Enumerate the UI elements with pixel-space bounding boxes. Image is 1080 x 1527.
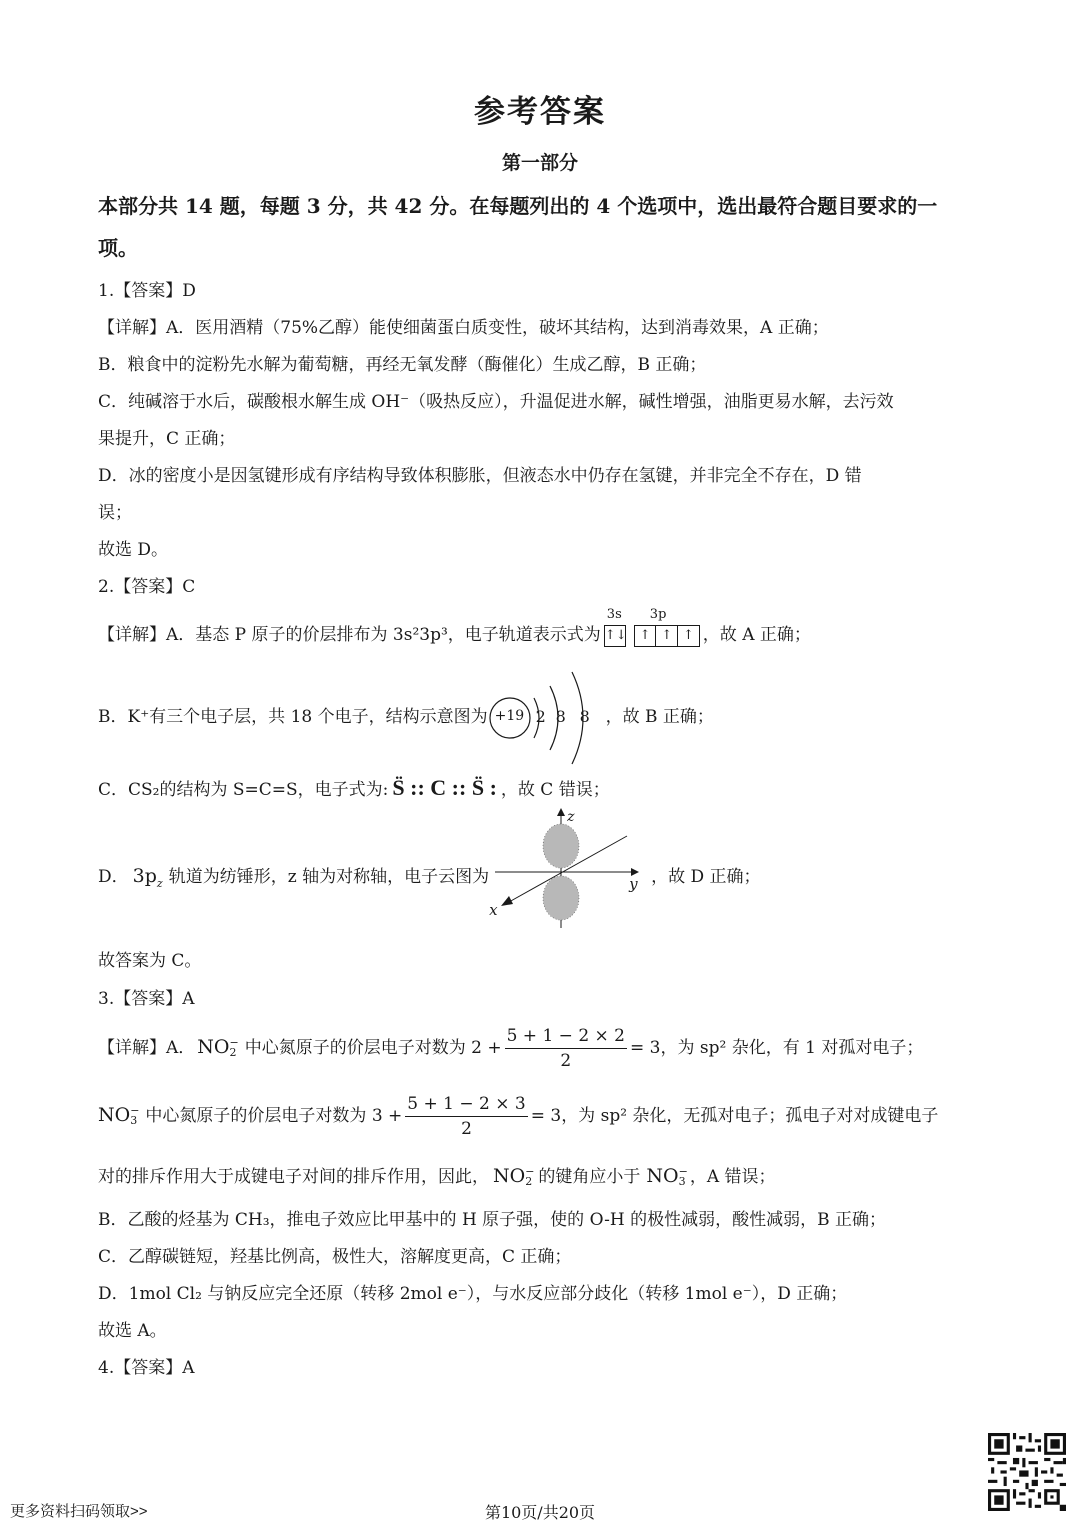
y-axis-label: y xyxy=(629,874,638,893)
nitrite-formula: NO− 2 xyxy=(197,1036,239,1059)
electron-cloud-diagram xyxy=(489,808,651,919)
nitrate-formula: NO− 3 xyxy=(98,1104,140,1127)
q2-d-prefix: D． xyxy=(98,867,129,887)
orbital-3p-box xyxy=(634,625,700,647)
nitrate-formula-2: NO− 3 xyxy=(646,1165,688,1188)
section-title: 第一部分 xyxy=(501,152,578,174)
cloud-svg xyxy=(489,810,651,930)
q3-a-text: 中心氮原子的价层电子对数为 2 + xyxy=(244,1038,502,1058)
q2-option-c xyxy=(98,775,610,801)
q3-a-prefix: 【详解】A． xyxy=(98,1038,196,1058)
q1-answer: 1.【答案】D xyxy=(98,281,196,301)
page-number: 第10页/共20页 xyxy=(484,1503,596,1522)
q2-b-end: ，故 B 正确； xyxy=(605,707,714,727)
q2-option-b xyxy=(98,702,714,729)
orbital-3s-label: 3s xyxy=(606,606,622,622)
orbital-diagram xyxy=(604,606,700,647)
intro-line-2: 项。 xyxy=(98,236,138,260)
q2-option-d xyxy=(98,808,761,919)
lewis-structure: S̈ :: C :: S̈ : xyxy=(392,775,497,800)
nitrite-formula-2: NO− 2 xyxy=(493,1165,535,1188)
fraction-no2-denominator: 2 xyxy=(560,1051,572,1071)
more-resources-link[interactable]: 更多资料扫码领取>> xyxy=(10,1503,148,1520)
q2-c-end: ，故 C 错误； xyxy=(500,780,610,800)
shell-count-3: 8 xyxy=(579,706,590,726)
fraction-no3 xyxy=(405,1094,527,1139)
q1-option-d-line1: D．冰的密度小是因氢键形成有序结构导致体积膨胀，但液态水中仍存在氢键，并非完全不存在，D 错 xyxy=(98,466,862,486)
q1-conclusion: 故选 D。 xyxy=(98,540,169,560)
q1-option-b: B．粮食中的淀粉先水解为葡萄糖，再经无氧发酵（酶催化）生成乙醇，B 正确； xyxy=(98,355,707,375)
upper-lobe xyxy=(543,824,579,868)
q3-option-d: D．1mol Cl₂ 与钠反应完全还原（转移 2mol e⁻），与水反应部分歧化（转移 1mol e⁻），D 正确； xyxy=(98,1284,848,1304)
fraction-no3-denominator: 2 xyxy=(461,1119,472,1139)
q3-conclusion: 故选 A。 xyxy=(98,1321,167,1341)
x-axis-arrow xyxy=(501,896,513,906)
q2-b-text: B．K⁺有三个电子层，共 18 个电子，结构示意图为 xyxy=(98,707,488,727)
q2-a-text: 【详解】A．基态 P 原子的价层排布为 3s²3p³，电子轨道表示式为 xyxy=(98,625,601,645)
q3-a-end: ，为 sp² 杂化，有 1 对孤对电子； xyxy=(660,1038,924,1058)
orbital-3p-cell-2: ↑ xyxy=(656,626,678,646)
q2-a-end: ，故 A 正确； xyxy=(702,625,811,645)
q3-option-b: B．乙酸的烃基为 CH₃，推电子效应比甲基中的 H 原子强，使的 O-H 的极性减弱，酸性减弱，B 正确； xyxy=(98,1210,887,1230)
fraction-no2 xyxy=(505,1026,627,1071)
q3-line3-mid: 的键角应小于 xyxy=(538,1167,641,1187)
q3-no3-text: 中心氮原子的价层电子对数为 3 + xyxy=(145,1106,403,1126)
shell-count-2: 8 xyxy=(555,706,566,726)
z-axis-label: z xyxy=(567,808,575,825)
q3-line3-end: ，A 错误； xyxy=(689,1167,776,1187)
q2-d-text: 轨道为纺锤形，z 轴为对称轴，电子云图为 xyxy=(168,867,490,887)
q2-answer: 2.【答案】C xyxy=(98,577,196,597)
q3-no3-end: ，为 sp² 杂化，无孤对电子；孤电子对对成键电子 xyxy=(561,1106,939,1126)
atom-structure-diagram xyxy=(488,707,606,729)
q3-comparison-line xyxy=(98,1162,776,1187)
q3-option-c: C．乙醇碳链短，羟基比例高，极性大，溶解度更高，C 正确； xyxy=(98,1247,572,1267)
x-axis-label: x xyxy=(489,900,498,919)
q3-answer: 3.【答案】A xyxy=(98,989,195,1009)
lower-lobe xyxy=(543,876,579,920)
q1-option-c-line1: C．纯碱溶于水后，碳酸根水解生成 OH⁻（吸热反应），升温促进水解，碱性增强，油脂更易水解，去污效 xyxy=(98,392,894,412)
orbital-3p-cell-1: ↑ xyxy=(635,626,657,646)
q3-line3-start: 对的排斥作用大于成键电子对间的排斥作用，因此， xyxy=(98,1167,489,1187)
shell-count-1: 2 xyxy=(535,706,546,726)
fraction-no2-numerator: 5 + 1 − 2 × 2 xyxy=(505,1026,627,1049)
q3-no3-line xyxy=(98,1094,938,1139)
q1-option-d-line2: 误； xyxy=(98,503,132,523)
orbital-3p-cell-3: ↑ xyxy=(683,627,694,643)
z-axis-arrow xyxy=(557,808,565,816)
page-title: 参考答案 xyxy=(474,94,606,130)
q2-d-end: ，故 D 正确； xyxy=(651,867,761,887)
q3-a-eq: = 3 xyxy=(630,1038,661,1058)
fraction-no3-numerator: 5 + 1 − 2 × 3 xyxy=(405,1094,527,1117)
q1-detail-a: 【详解】A．医用酒精（75%乙醇）能使细菌蛋白质变性，破坏其结构，达到消毒效果，A 正确； xyxy=(98,318,829,338)
q3-option-a xyxy=(98,1026,923,1071)
q4-answer: 4.【答案】A xyxy=(98,1358,195,1378)
q2-option-a xyxy=(98,606,811,647)
orbital-3pz: $3p_z$ xyxy=(132,865,163,890)
q1-option-c-line2: 果提升，C 正确； xyxy=(98,429,236,449)
orbital-3p-label: 3p xyxy=(649,606,667,622)
intro-line-1: 本部分共 14 题，每题 3 分，共 42 分。在每题列出的 4 个选项中，选出最符合题目要求的一 xyxy=(98,194,938,218)
q2-c-text: C．CS₂的结构为 S=C=S，电子式为: xyxy=(98,780,389,800)
nucleus-label: +19 xyxy=(494,707,525,724)
q3-no3-eq: = 3 xyxy=(530,1106,562,1126)
orbital-3s-box: ↑↓ xyxy=(604,625,626,647)
q2-conclusion: 故答案为 C。 xyxy=(98,951,202,971)
